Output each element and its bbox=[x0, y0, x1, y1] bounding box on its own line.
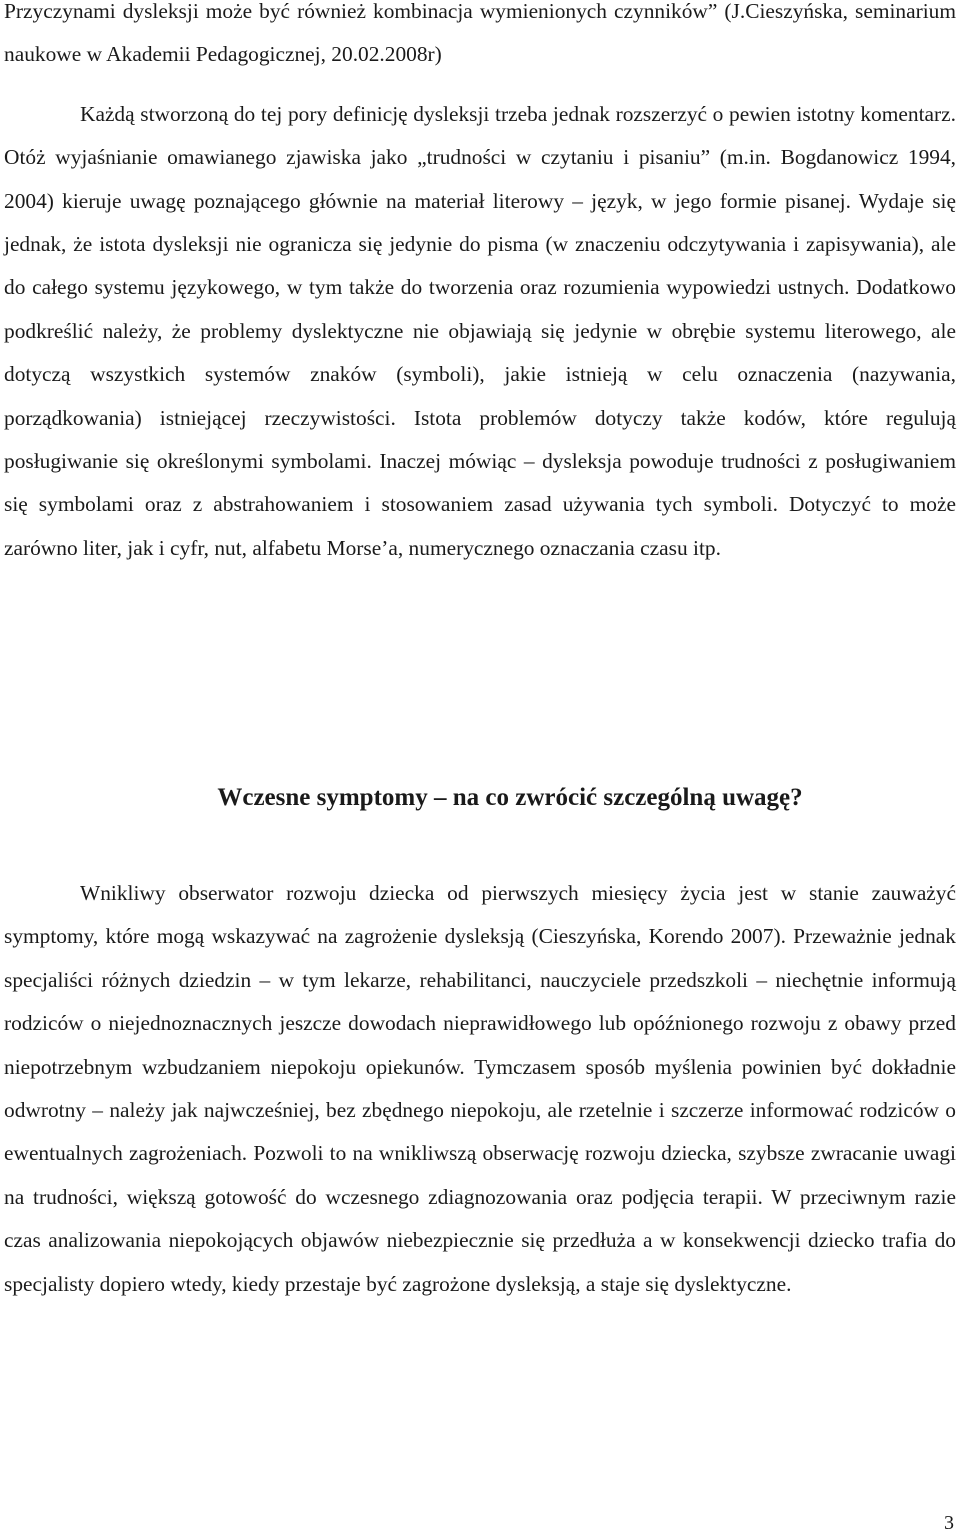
section-heading: Wczesne symptomy – na co zwrócić szczególną uwagę? bbox=[217, 784, 803, 811]
paragraph-definition: Każdą stworzoną do tej pory definicję dysleksji trzeba jednak rozszerzyć o pewien istotny komentarz. Otóż wyjaśnianie omawianego zjawiska jako „trudności w czytaniu i pisaniu” (m.in. Bogdanowicz 1994, 2004) kieruje uwagę poznającego głównie na materiał literowy – język, w jego formie pisanej. Wydaje się jednak, że istota dysleksji nie ogranicza się jedynie do pisma (w znaczeniu odczytywania i zapisywania), ale do całego systemu językowego, w tym także do tworzenia oraz rozumienia wypowiedzi ustnych. Dodatkowo podkreślić należy, że problemy dyslektyczne nie objawiają się jedynie w obrębie systemu literowego, ale dotyczą wszystkich systemów znaków (symboli), jakie istnieją w celu oznaczenia (nazywania, porządkowania) istniejącej rzeczywistości. Istota problemów dotyczy także kodów, które regulują posługiwanie się określonymi symbolami. Inaczej mówiąc – dysleksja powoduje trudności z posługiwaniem się symbolami oraz z abstrahowaniem i stosowaniem zasad używania tych symboli. Dotyczyć to może zarówno liter, jak i cyfr, nut, alfabetu Morse’a, numerycznego oznaczania czasu itp. bbox=[4, 101, 956, 560]
page-number: 3 bbox=[944, 1512, 954, 1534]
paragraph-intro: Przyczynami dysleksji może być również kombinacja wymienionych czynników” (J.Cieszyńska, seminarium naukowe w Akademii Pedagogicznej, 20.02.2008r) bbox=[4, 0, 956, 67]
paragraph-symptoms: Wnikliwy obserwator rozwoju dziecka od pierwszych miesięcy życia jest w stanie zauważyć symptomy, które mogą wskazywać na zagrożenie dysleksją (Cieszyńska, Korendo 2007). Przeważnie jednak specjaliści różnych dziedzin – w tym lekarze, rehabilitanci, nauczyciele przedszkoli – niechętnie informują rodziców o niejednoznacznych jeszcze dowodach nieprawidłowego lub opóźnionego rozwoju z obawy przed niepotrzebnym wzbudzaniem niepokoju opiekunów. Tymczasem sposób myślenia powinien być dokładnie odwrotny – należy jak najwcześniej, bez zbędnego niepokoju, ale rzetelnie i szczerze informować rodziców o ewentualnych zagrożeniach. Pozwoli to na wnikliwszą obserwację rozwoju dziecka, szybsze zwracanie uwagi na trudności, większą gotowość do wczesnego zdiagnozowania oraz podjęcia terapii. W przeciwnym razie czas analizowania niepokojących objawów niebezpiecznie się przedłuża a w konsekwencji dziecko trafia do specjalisty dopiero wtedy, kiedy przestaje być zagrożone dysleksją, a staje się dyslektyczne. bbox=[4, 881, 956, 1296]
document-page bbox=[4, 0, 956, 1296]
